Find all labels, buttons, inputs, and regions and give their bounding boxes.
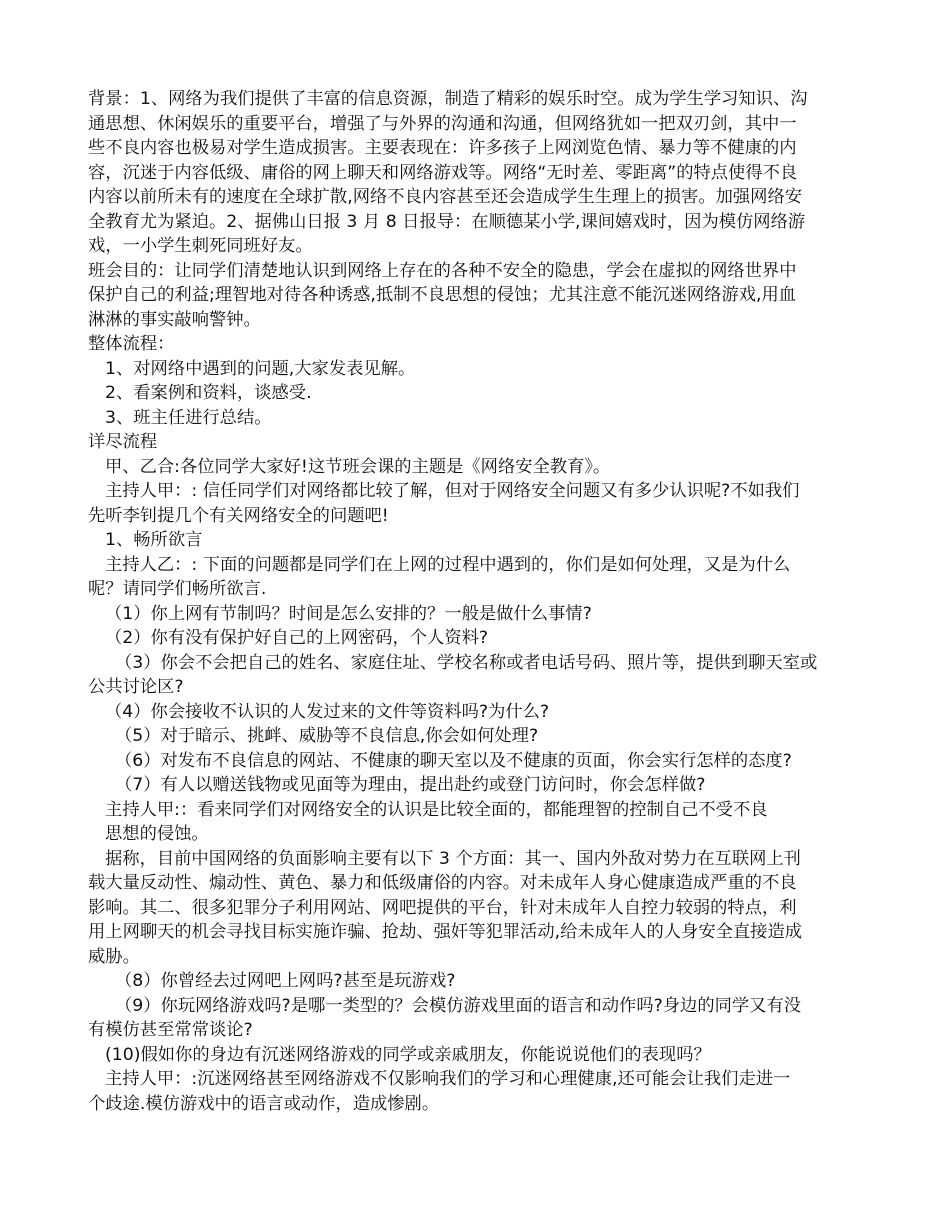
text-line: （6）对发布不良信息的网站、不健康的聊天室以及不健康的页面，你会实行怎样的态度? bbox=[115, 750, 792, 771]
text-line: 1、对网络中遇到的问题,大家发表见解。 bbox=[105, 358, 416, 379]
text-line: 个歧途.模仿游戏中的语言或动作，造成惨剧。 bbox=[88, 1093, 440, 1114]
text-line: 主持人甲:：看来同学们对网络安全的认识是比较全面的，都能理智的控制自己不受不良 bbox=[105, 799, 768, 820]
text-line: 先听李钊提几个有关网络安全的问题吧! bbox=[88, 505, 389, 526]
text-line: 容，沉迷于内容低级、庸俗的网上聊天和网络游戏等。网络“无时差、零距离”的特点使得不良 bbox=[88, 162, 798, 183]
text-line: 淋淋的事实敲响警钟。 bbox=[88, 309, 261, 330]
text-line: 甲、乙合:各位同学大家好!这节班会课的主题是《网络安全教育》。 bbox=[105, 456, 611, 477]
text-line: 3、班主任进行总结。 bbox=[105, 407, 272, 428]
text-line: 主持人乙：: 下面的问题都是同学们在上网的过程中遇到的，你们是如何处理，又是为什么 bbox=[105, 554, 791, 575]
text-line: （5）对于暗示、挑衅、威胁等不良信息,你会如何处理? bbox=[115, 726, 539, 746]
text-line: 威胁。 bbox=[88, 946, 140, 967]
text-line: 载大量反动性、煽动性、黄色、暴力和低级庸俗的内容。对未成年人身心健康造成严重的不良 bbox=[88, 873, 797, 893]
text-line: 公共讨论区? bbox=[88, 677, 184, 697]
text-line: （4）你会接收不认识的人发过来的文件等资料吗?为什么? bbox=[105, 701, 550, 722]
text-line: 主持人甲：:沉迷网络甚至网络游戏不仅影响我们的学习和心理健康,还可能会让我们走进一 bbox=[105, 1069, 791, 1089]
text-line: （3）你会不会把自己的姓名、家庭住址、学校名称或者电话号码、照片等，提供到聊天室或 bbox=[115, 652, 818, 673]
text-line: 戏，一小学生刺死同班好友。 bbox=[88, 236, 313, 256]
text-line: 班会目的：让同学们清楚地认识到网络上存在的各种不安全的隐患，学会在虚拟的网络世界中 bbox=[88, 260, 797, 281]
text-line: 保护自己的利益;理智地对待各种诱惑,抵制不良思想的侵蚀；尤其注意不能沉迷网络游戏,用血 bbox=[88, 285, 797, 305]
text-line: 用上网聊天的机会寻找目标实施诈骗、抢劫、强奸等犯罪活动,给未成年人的人身安全直接造成 bbox=[88, 922, 803, 942]
text-line: （7）有人以赠送钱物或见面等为理由，提出赴约或登门访问时，你会怎样做? bbox=[115, 775, 706, 795]
text-line: 呢？请同学们畅所欲言. bbox=[88, 579, 267, 599]
text-line: （1）你上网有节制吗？时间是怎么安排的？一般是做什么事情? bbox=[105, 603, 592, 624]
text-line: 有模仿甚至常常谈论? bbox=[88, 1020, 253, 1040]
text-line: 详尽流程 bbox=[88, 432, 158, 452]
text-line: 1、畅所欲言 bbox=[105, 530, 203, 550]
text-line: （9）你玩网络游戏吗?是哪一类型的？会模仿游戏里面的语言和动作吗?身边的同学又有没 bbox=[115, 995, 802, 1016]
text-line: 主持人甲：: 信任同学们对网络都比较了解，但对于网络安全问题又有多少认识呢?不如我们 bbox=[105, 481, 800, 501]
text-line: （2）你有没有保护好自己的上网密码，个人资料? bbox=[105, 628, 489, 648]
text-line: 内容以前所未有的速度在全球扩散,网络不良内容甚至还会造成学生生理上的损害。加强网络安 bbox=[88, 187, 803, 207]
text-line: 背景：1、网络为我们提供了丰富的信息资源，制造了精彩的娱乐时空。成为学生学习知识、沟 bbox=[88, 89, 808, 109]
text-line: （8）你曾经去过网吧上网吗?甚至是玩游戏? bbox=[115, 971, 456, 991]
text-line: 2、看案例和资料，谈感受. bbox=[105, 383, 312, 403]
text-line: 全教育尤为紧迫。2、据佛山日报 3 月 8 日报导：在顺德某小学,课间嬉戏时，因为模仿网络游 bbox=[88, 211, 806, 232]
text-line: 整体流程： bbox=[88, 334, 175, 354]
text-line: 据称，目前中国网络的负面影响主要有以下 3 个方面：其一、国内外敌对势力在互联网上刊 bbox=[105, 848, 801, 869]
text-line: 通思想、休闲娱乐的重要平台，增强了与外界的沟通和沟通，但网络犹如一把双刃剑，其中一 bbox=[88, 113, 797, 134]
text-line: 些不良内容也极易对学生造成损害。主要表现在：许多孩子上网浏览色情、暴力等不健康的内 bbox=[88, 138, 797, 158]
text-line: 影响。其二、很多犯罪分子利用网站、网吧提供的平台，针对未成年人自控力较弱的特点，利 bbox=[88, 897, 797, 918]
document-body bbox=[88, 87, 862, 1116]
text-line: 思想的侵蚀。 bbox=[105, 824, 209, 844]
text-line: (10)假如你的身边有沉迷网络游戏的同学或亲戚朋友，你能说说他们的表现吗？ bbox=[105, 1044, 711, 1065]
